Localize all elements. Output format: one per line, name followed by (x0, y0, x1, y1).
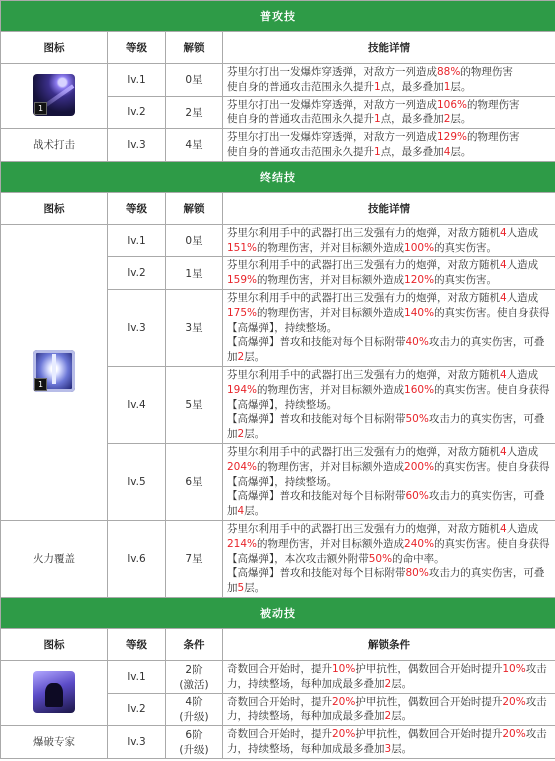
unlock: 2星 (166, 96, 223, 129)
level: lv.3 (108, 726, 166, 759)
skill-name: 战术打击 (1, 129, 108, 162)
header-icon: 图标 (1, 192, 108, 224)
level: lv.1 (108, 660, 166, 693)
unlock: 5星 (166, 366, 223, 443)
unlock: 0星 (166, 64, 223, 97)
header-unlock: 解锁 (166, 32, 223, 64)
skill-name: 火力覆盖 (1, 520, 108, 597)
skill-icon-cell (1, 660, 108, 725)
skill-icon-cell (1, 224, 108, 520)
condition: 4阶 (升级) (166, 693, 223, 726)
unlock: 3星 (166, 289, 223, 366)
header-level: 等级 (108, 628, 166, 660)
section-header-passive (1, 597, 555, 628)
section-title: 终结技 (1, 161, 555, 192)
table-header (1, 628, 555, 660)
table-header (1, 192, 555, 224)
header-unlock: 解锁 (166, 192, 223, 224)
level-badge: 1 (34, 102, 47, 115)
header-level: 等级 (108, 192, 166, 224)
header-level: 等级 (108, 32, 166, 64)
level: lv.3 (108, 129, 166, 162)
header-icon: 图标 (1, 32, 108, 64)
skill-detail: 芬里尔打出一发爆炸穿透弹，对敌方一列造成88%的物理伤害 使自身的普通攻击范围永久提升1点，最多叠加1层。 (223, 64, 555, 97)
level: lv.2 (108, 96, 166, 129)
header-detail: 解锁条件 (223, 628, 555, 660)
level: lv.5 (108, 443, 166, 520)
tactical-strike-icon (33, 74, 75, 116)
table-header (1, 32, 555, 64)
header-detail: 技能详情 (223, 32, 555, 64)
skill-detail: 芬里尔利用手中的武器打出三发强有力的炮弹，对敌方随机4人造成175%的物理伤害，并对目标额外造成140%的真实伤害。使自身获得【高爆弹】，持续整场。 【高爆弹】普攻和技能对每个目标附带40%攻击力的真实伤害，可叠加2层。 (223, 289, 555, 366)
skill-detail: 奇数回合开始时，提升10%护甲抗性，偶数回合开始时提升10%攻击力，持续整场，每种加成最多叠加2层。 (223, 660, 555, 693)
unlock: 6星 (166, 443, 223, 520)
level: lv.1 (108, 64, 166, 97)
header-condition: 条件 (166, 628, 223, 660)
level: lv.2 (108, 693, 166, 726)
header-detail: 技能详情 (223, 192, 555, 224)
level: lv.6 (108, 520, 166, 597)
table-row (1, 520, 555, 597)
table-row (1, 224, 555, 257)
level: lv.3 (108, 289, 166, 366)
skill-name: 爆破专家 (1, 726, 108, 759)
section-title: 普攻技 (1, 1, 555, 32)
section-header-normal (1, 1, 555, 32)
condition: 2阶 (激活) (166, 660, 223, 693)
level: lv.2 (108, 257, 166, 290)
skill-detail: 芬里尔利用手中的武器打出三发强有力的炮弹，对敌方随机4人造成151%的物理伤害，并对目标额外造成100%的真实伤害。 (223, 224, 555, 257)
table-row (1, 64, 555, 97)
header-icon: 图标 (1, 628, 108, 660)
skill-detail: 芬里尔利用手中的武器打出三发强有力的炮弹，对敌方随机4人造成214%的物理伤害，并对目标额外造成240%的真实伤害。使自身获得【高爆弹】，本次攻击额外附带50%的命中率。 【高爆弹】普攻和技能对每个目标附带80%攻击力的真实伤害，可叠加5层。 (223, 520, 555, 597)
section-title: 被动技 (1, 597, 555, 628)
skill-detail: 奇数回合开始时，提升20%护甲抗性，偶数回合开始时提升20%攻击力，持续整场，每种加成最多叠加3层。 (223, 726, 555, 759)
demolition-expert-icon (33, 671, 75, 713)
skill-detail: 芬里尔打出一发爆炸穿透弹，对敌方一列造成129%的物理伤害 使自身的普通攻击范围永久提升1点，最多叠加4层。 (223, 129, 555, 162)
table-row (1, 660, 555, 693)
skill-detail: 芬里尔利用手中的武器打出三发强有力的炮弹，对敌方随机4人造成159%的物理伤害，并对目标额外造成120%的真实伤害。 (223, 257, 555, 290)
skill-detail: 芬里尔利用手中的武器打出三发强有力的炮弹，对敌方随机4人造成194%的物理伤害，并对目标额外造成160%的真实伤害。使自身获得【高爆弹】，持续整场。 【高爆弹】普攻和技能对每个目标附带50%攻击力的真实伤害，可叠加2层。 (223, 366, 555, 443)
unlock: 1星 (166, 257, 223, 290)
skill-detail: 芬里尔利用手中的武器打出三发强有力的炮弹，对敌方随机4人造成204%的物理伤害，并对目标额外造成200%的真实伤害。使自身获得【高爆弹】，持续整场。 【高爆弹】普攻和技能对每个目标附带60%攻击力的真实伤害，可叠加4层。 (223, 443, 555, 520)
table-row (1, 129, 555, 162)
table-row (1, 726, 555, 759)
unlock: 0星 (166, 224, 223, 257)
unlock: 7星 (166, 520, 223, 597)
level: lv.4 (108, 366, 166, 443)
level-badge: 1 (34, 378, 47, 391)
condition: 6阶 (升级) (166, 726, 223, 759)
skill-icon-cell (1, 64, 108, 129)
skill-detail: 奇数回合开始时，提升20%护甲抗性，偶数回合开始时提升20%攻击力，持续整场，每种加成最多叠加2层。 (223, 693, 555, 726)
fire-cover-icon (33, 350, 75, 392)
level: lv.1 (108, 224, 166, 257)
section-header-ultimate (1, 161, 555, 192)
skill-detail: 芬里尔打出一发爆炸穿透弹，对敌方一列造成106%的物理伤害 使自身的普通攻击范围永久提升1点，最多叠加2层。 (223, 96, 555, 129)
unlock: 4星 (166, 129, 223, 162)
